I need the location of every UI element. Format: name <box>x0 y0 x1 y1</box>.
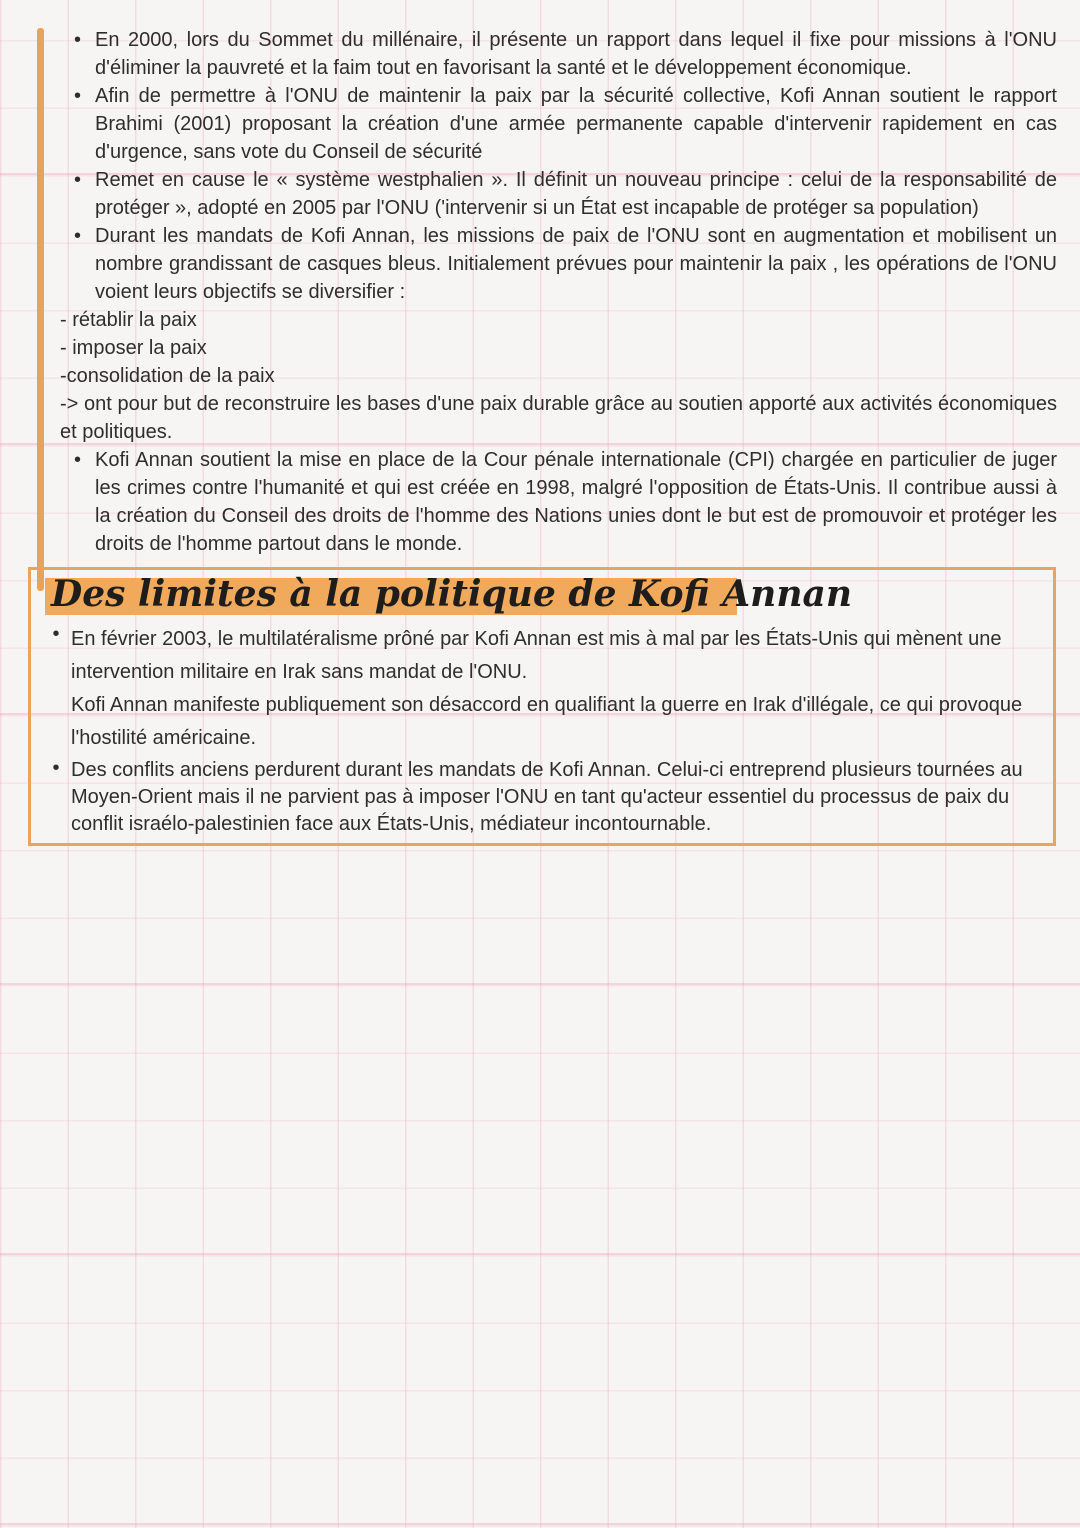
note-bullet-peace-missions <box>60 222 1057 306</box>
bullet-marker-icon: • <box>52 623 60 645</box>
bullet-text: Afin de permettre à l'ONU de maintenir la paix par la sécurité collective, Kofi Annan soutient le rapport Brahimi (2001) proposant la création d'une armée permanente capable d'intervenir rapidement en cas d'urgence, sans vote du Conseil de sécurité <box>95 85 1057 163</box>
note-bullet-millennium-summit <box>60 26 1057 82</box>
bullet-text: Remet en cause le « système westphalien ». Il définit un nouveau principe : celui de la responsabilité de protéger », adopté en 2005 par l'ONU ('intervenir si un État est incapable de protéger sa population) <box>95 169 1057 219</box>
arrow-note: -> ont pour but de reconstruire les bases d'une paix durable grâce au soutien apporté aux activités économiques et politiques. <box>60 393 1057 443</box>
limits-bullet-list <box>31 623 1053 838</box>
bullet-text: Durant les mandats de Kofi Annan, les missions de paix de l'ONU sont en augmentation et mobilisent un nombre grandissant de casques bleus. Initialement prévues pour maintenir la paix , les opérations de l'ONU voient leurs objectifs se diversifier : <box>95 225 1057 303</box>
note-bullet-westphalian-system <box>60 166 1057 222</box>
left-accent-bar <box>37 28 44 591</box>
paragraph: Kofi Annan manifeste publiquement son désaccord en qualifiant la guerre en Irak d'illégale, ce qui provoque l'hostilité américaine. <box>71 694 1023 749</box>
bullet-marker-icon: • <box>73 29 81 51</box>
paragraph: Des conflits anciens perdurent durant les mandats de Kofi Annan. Celui-ci entreprend plusieurs tournées au Moyen-Orient mais il ne parvient pas à imposer l'ONU en tant qu'acteur essentiel du processus de paix du conflit israélo-palestinien face aux États-Unis, médiateur incontournable. <box>71 759 1023 835</box>
notes-content <box>60 26 1057 558</box>
notes-bullet-list <box>60 26 1057 306</box>
dash-item: - imposer la paix <box>60 337 207 359</box>
bullet-text <box>71 623 1053 755</box>
bullet-marker-icon: • <box>73 169 81 191</box>
bullet-text: Kofi Annan soutient la mise en place de la Cour pénale internationale (CPI) chargée en particulier de juger les crimes contre l'humanité et qui est créée en 1998, malgré l'opposition de États-Unis. Il contribue aussi à la création du Conseil des droits de l'homme des Nations unies dont le but est de promouvoir et protéger les droits de l'homme partout dans le monde. <box>95 449 1057 555</box>
peace-objectives-list <box>60 306 1057 390</box>
bullet-marker-icon: • <box>52 757 60 779</box>
note-bullet-cpi <box>60 446 1057 558</box>
section-title: Des limites à la politique de Kofi Annan <box>51 573 852 615</box>
paragraph: En février 2003, le multilatéralisme prôné par Kofi Annan est mis à mal par les États-Unis qui mènent une intervention militaire en Irak sans mandat de l'ONU. <box>71 628 1002 683</box>
notes-bullet-list-cpi <box>60 446 1057 558</box>
limits-section-box <box>28 567 1056 846</box>
bullet-text <box>71 757 1053 838</box>
limits-bullet-iraq <box>31 623 1053 755</box>
limits-bullet-conflicts <box>31 757 1053 838</box>
bullet-text: En 2000, lors du Sommet du millénaire, il présente un rapport dans lequel il fixe pour missions à l'ONU d'éliminer la pauvreté et la faim tout en favorisant la santé et le développement économique. <box>95 29 1057 79</box>
dash-item: -consolidation de la paix <box>60 365 275 387</box>
dash-item: - rétablir la paix <box>60 309 197 331</box>
bullet-marker-icon: • <box>73 225 81 247</box>
bullet-marker-icon: • <box>73 449 81 471</box>
bullet-marker-icon: • <box>73 85 81 107</box>
section-title-highlight <box>45 573 852 615</box>
note-bullet-brahimi-report <box>60 82 1057 166</box>
